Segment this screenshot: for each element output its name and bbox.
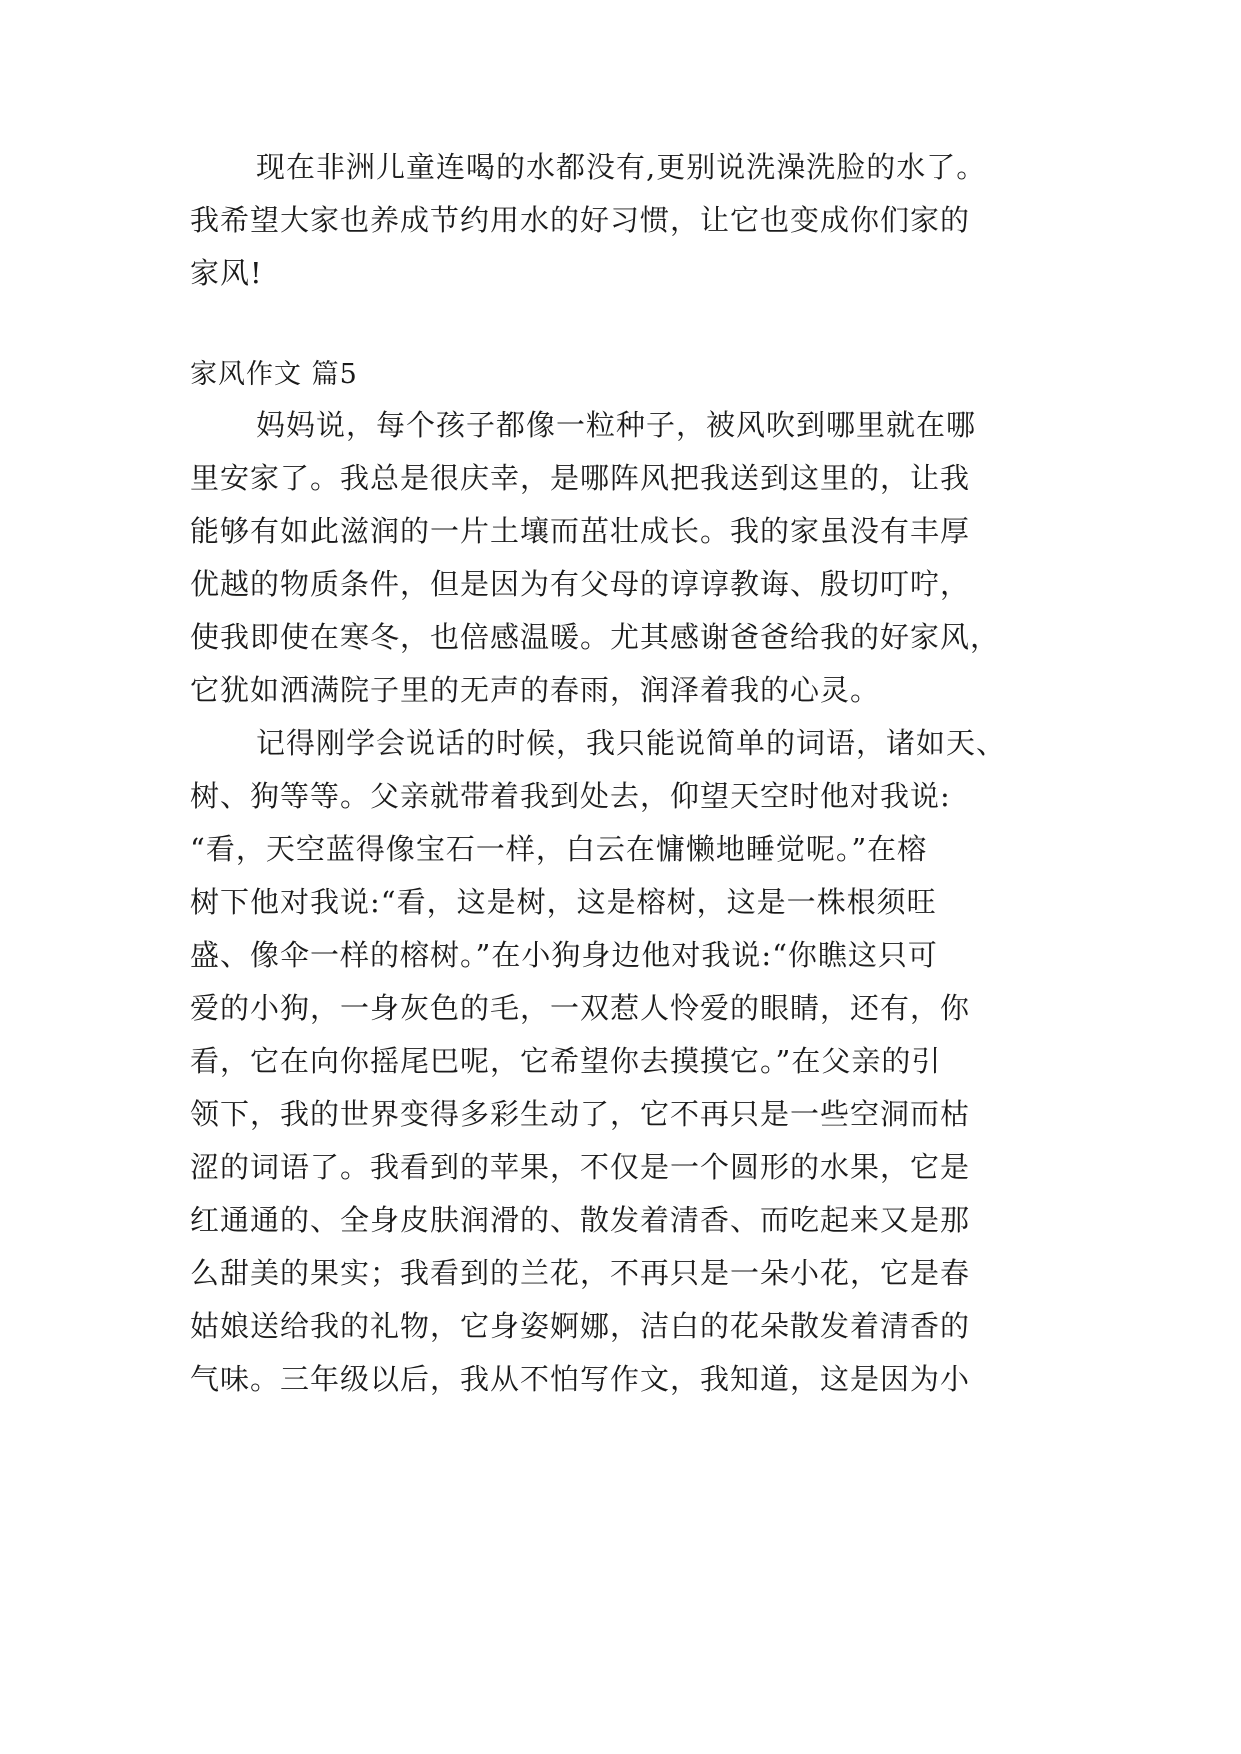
paragraph2-line-10: 红通通的、全身皮肤润滑的、散发着清香、而吃起来又是那 (190, 1203, 971, 1237)
paragraph1-line-3: 能够有如此滋润的一片土壤而茁壮成长。我的家虽没有丰厚 (190, 514, 971, 548)
intro-line-3: 家风! (190, 256, 263, 290)
paragraph2-line-1: 记得刚学会说话的时候，我只能说简单的词语，诸如天、 (256, 726, 1007, 760)
paragraph2-line-8: 领下，我的世界变得多彩生动了，它不再只是一些空洞而枯 (190, 1097, 971, 1131)
paragraph2-line-11: 么甜美的果实；我看到的兰花，不再只是一朵小花，它是春 (190, 1256, 971, 1290)
paragraph2-line-6: 爱的小狗，一身灰色的毛，一双惹人怜爱的眼睛，还有，你 (190, 991, 971, 1025)
paragraph2-line-9: 涩的词语了。我看到的苹果，不仅是一个圆形的水果，它是 (190, 1150, 971, 1184)
paragraph1-line-2: 里安家了。我总是很庆幸，是哪阵风把我送到这里的，让我 (190, 461, 971, 495)
paragraph2-line-7: 看，它在向你摇尾巴呢，它希望你去摸摸它。”在父亲的引 (190, 1044, 942, 1078)
paragraph2-line-12: 姑娘送给我的礼物，它身姿婀娜，洁白的花朵散发着清香的 (190, 1309, 971, 1343)
paragraph1-line-1: 妈妈说，每个孩子都像一粒种子，被风吹到哪里就在哪 (256, 408, 977, 442)
intro-line-2: 我希望大家也养成节约用水的好习惯，让它也变成你们家的 (190, 203, 971, 237)
paragraph2-line-2: 树、狗等等。父亲就带着我到处去，仰望天空时他对我说: (190, 779, 951, 813)
paragraph1-line-5: 使我即使在寒冬，也倍感温暖。尤其感谢爸爸给我的好家风， (190, 620, 1001, 654)
paragraph1-line-4: 优越的物质条件，但是因为有父母的谆谆教诲、殷切叮咛， (190, 567, 971, 601)
paragraph2-line-3: “看，天空蓝得像宝石一样，白云在慵懒地睡觉呢。”在榕 (190, 832, 928, 866)
section-heading: 家风作文 篇5 (190, 359, 358, 390)
paragraph1-line-6: 它犹如洒满院子里的无声的春雨，润泽着我的心灵。 (190, 673, 881, 707)
paragraph2-line-4: 树下他对我说:“看，这是树，这是榕树，这是一株根须旺 (190, 885, 937, 919)
paragraph2-line-5: 盛、像伞一样的榕树。”在小狗身边他对我说:“你瞧这只可 (190, 938, 938, 972)
intro-line-1: 现在非洲儿童连喝的水都没有,更别说洗澡洗脸的水了。 (256, 150, 987, 184)
paragraph2-line-13: 气味。三年级以后，我从不怕写作文，我知道，这是因为小 (190, 1362, 971, 1396)
